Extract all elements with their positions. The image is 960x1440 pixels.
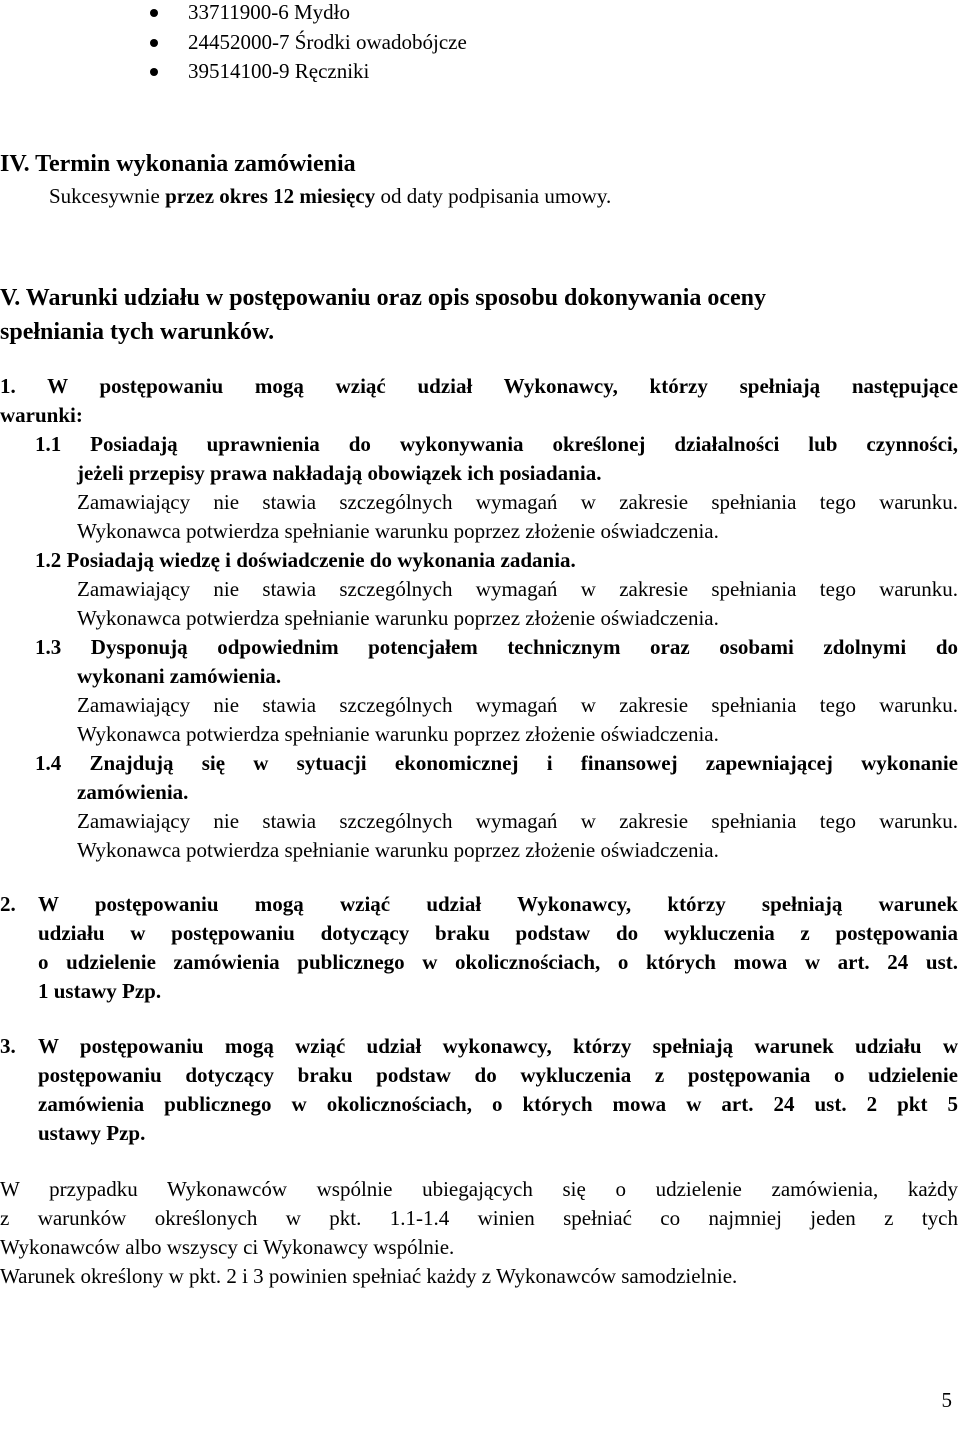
requirement-note: Zamawiający nie stawia szczególnych wymagań w zakresie spełniania tego warunku. <box>77 577 958 601</box>
confirmation-note: Wykonawca potwierdza spełnianie warunku poprzez złożenie oświadczenia. <box>77 838 719 862</box>
section-heading-v-cont: spełniania tych warunków. <box>0 319 275 345</box>
section-heading-v: V. Warunki udziału w postępowaniu oraz opis sposobu dokonywania oceny <box>0 285 767 311</box>
closing-line-2: z warunków określonych w pkt. 1.1-1.4 winien spełniać co najmniej jeden z tych <box>0 1206 958 1230</box>
condition-1-3: 1.3 Dysponują odpowiednim potencjałem technicznym oraz osobami zdolnymi do <box>35 635 958 659</box>
point-1-line-2: warunki: <box>0 403 83 427</box>
confirmation-note: Wykonawca potwierdza spełnianie warunku poprzez złożenie oświadczenia. <box>77 519 719 543</box>
closing-line-3: Wykonawców albo wszyscy ci Wykonawcy wspólnie. <box>0 1235 455 1259</box>
point-3-line-1: W postępowaniu mogą wziąć udział wykonawcy, którzy spełniają warunek udziału w <box>38 1034 958 1058</box>
section-heading-iv: IV. Termin wykonania zamówienia <box>0 151 356 177</box>
point-3-line-2: postępowaniu dotyczący braku podstaw do wykluczenia z postępowania o udzielenie <box>38 1063 958 1087</box>
condition-1-4: 1.4 Znajdują się w sytuacji ekonomicznej i finansowej zapewniającej wykonanie <box>35 751 958 775</box>
requirement-note: Zamawiający nie stawia szczególnych wymagań w zakresie spełniania tego warunku. <box>77 809 958 833</box>
bullet-icon <box>150 9 158 17</box>
point-3-line-4: ustawy Pzp. <box>38 1121 146 1145</box>
condition-1-3-cont: wykonani zamówienia. <box>77 664 282 688</box>
point-2-line-1: W postępowaniu mogą wziąć udział Wykonawcy, którzy spełniają warunek <box>38 892 958 916</box>
document-page: 33711900-6 Mydło 24452000-7 Środki owadobójcze 39514100-9 Ręczniki IV. Termin wykonania zamówienia Sukcesywnie przez okres 12 miesięcy od daty podpisania umowy. V. Warunki udziału w postępowaniu oraz opis sposobu dokonywania oceny spełniania tych warunków. 1. W postępowaniu mogą wziąć udział Wykonawcy, którzy spełniają następujące warunki: 1.1 Posiadają uprawnienia do wykonywania określonej działalności lub czynności, jeżeli przepisy prawa nakładają obowiązek ich posiadania. Zamawiający nie stawia szczególnych wymagań w zakresie spełniania tego warunku. Wykonawca potwierdza spełnianie warunku poprzez złożenie oświadczenia. 1.2 Posiadają wiedzę i doświadczenie do wykonania zadania. Zamawiający nie stawia szczególnych wymagań w zakresie spełniania tego warunku. Wykonawca potwierdza spełnianie warunku poprzez złożenie oświadczenia. 1.3 Dysponują odpowiednim potencjałem technicznym oraz osobami zdolnymi do wykonani zamówienia. Zamawiający nie stawia szczególnych wymagań w zakresie spełniania tego warunku. Wykonawca potwierdza spełnianie warunku poprzez złożenie oświadczenia. 1.4 Znajdują się w sytuacji ekonomicznej i finansowej zapewniającej wykonanie zamówienia. Zamawiający nie stawia szczególnych wymagań w zakresie spełniania tego warunku. Wykonawca potwierdza spełnianie warunku poprzez złożenie oświadczenia. 2. W postępowaniu mogą wziąć udział Wykonawcy, którzy spełniają warunek udziału w postępowaniu dotyczący braku podstaw do wykluczenia z postępowania o udzielenie zamówienia publicznego w okolicznościach, o których mowa w art. 24 ust. 1 ustawy Pzp. 3. W postępowaniu mogą wziąć udział wykonawcy, którzy spełniają warunek udziału w postępowaniu dotyczący braku podstaw do wykluczenia z postępowania o udzielenie zamówienia publicznego w okolicznościach, o których mowa w art. 24 ust. 2 pkt 5 ustawy Pzp. W przypadku Wykonawców wspólnie ubiegających się o udzielenie zamówienia, każdy z warunków określonych w pkt. 1.1-1.4 winien spełniać co najmniej jeden z tych Wykonawców albo wszyscy ci Wykonawcy wspólnie. Warunek określony w pkt. 2 i 3 powinien spełniać każdy z Wykonawców samodzielnie. 5 <box>0 0 960 1440</box>
point-3-line-3: zamówienia publicznego w okolicznościach, o których mowa w art. 24 ust. 2 pkt 5 <box>38 1092 958 1116</box>
requirement-note: Zamawiający nie stawia szczególnych wymagań w zakresie spełniania tego warunku. <box>77 693 958 717</box>
condition-1-1-cont: jeżeli przepisy prawa nakładają obowiązek ich posiadania. <box>77 461 602 485</box>
bullet-icon <box>150 39 158 47</box>
point-1-line-1: 1. W postępowaniu mogą wziąć udział Wykonawcy, którzy spełniają następujące <box>0 374 958 398</box>
confirmation-note: Wykonawca potwierdza spełnianie warunku poprzez złożenie oświadczenia. <box>77 606 719 630</box>
requirement-note: Zamawiający nie stawia szczególnych wymagań w zakresie spełniania tego warunku. <box>77 490 958 514</box>
closing-line-1: W przypadku Wykonawców wspólnie ubiegających się o udzielenie zamówienia, każdy <box>0 1177 958 1201</box>
section-iv-text: Sukcesywnie przez okres 12 miesięcy od daty podpisania umowy. <box>49 184 612 208</box>
closing-line-4: Warunek określony w pkt. 2 i 3 powinien spełniać każdy z Wykonawców samodzielnie. <box>0 1264 738 1288</box>
point-2-number: 2. <box>0 892 16 916</box>
point-2-line-4: 1 ustawy Pzp. <box>38 979 162 1003</box>
point-2-line-2: udziału w postępowaniu dotyczący braku podstaw do wykluczenia z postępowania <box>38 921 958 945</box>
point-2-line-3: o udzielenie zamówienia publicznego w okolicznościach, o których mowa w art. 24 ust. <box>38 950 958 974</box>
page-number: 5 <box>941 1388 952 1412</box>
condition-1-2: 1.2 Posiadają wiedzę i doświadczenie do wykonania zadania. <box>35 548 576 572</box>
condition-1-1: 1.1 Posiadają uprawnienia do wykonywania określonej działalności lub czynności, <box>35 432 958 456</box>
bullet-icon <box>150 68 158 76</box>
point-3-number: 3. <box>0 1034 16 1058</box>
condition-1-4-cont: zamówienia. <box>77 780 189 804</box>
confirmation-note: Wykonawca potwierdza spełnianie warunku poprzez złożenie oświadczenia. <box>77 722 719 746</box>
